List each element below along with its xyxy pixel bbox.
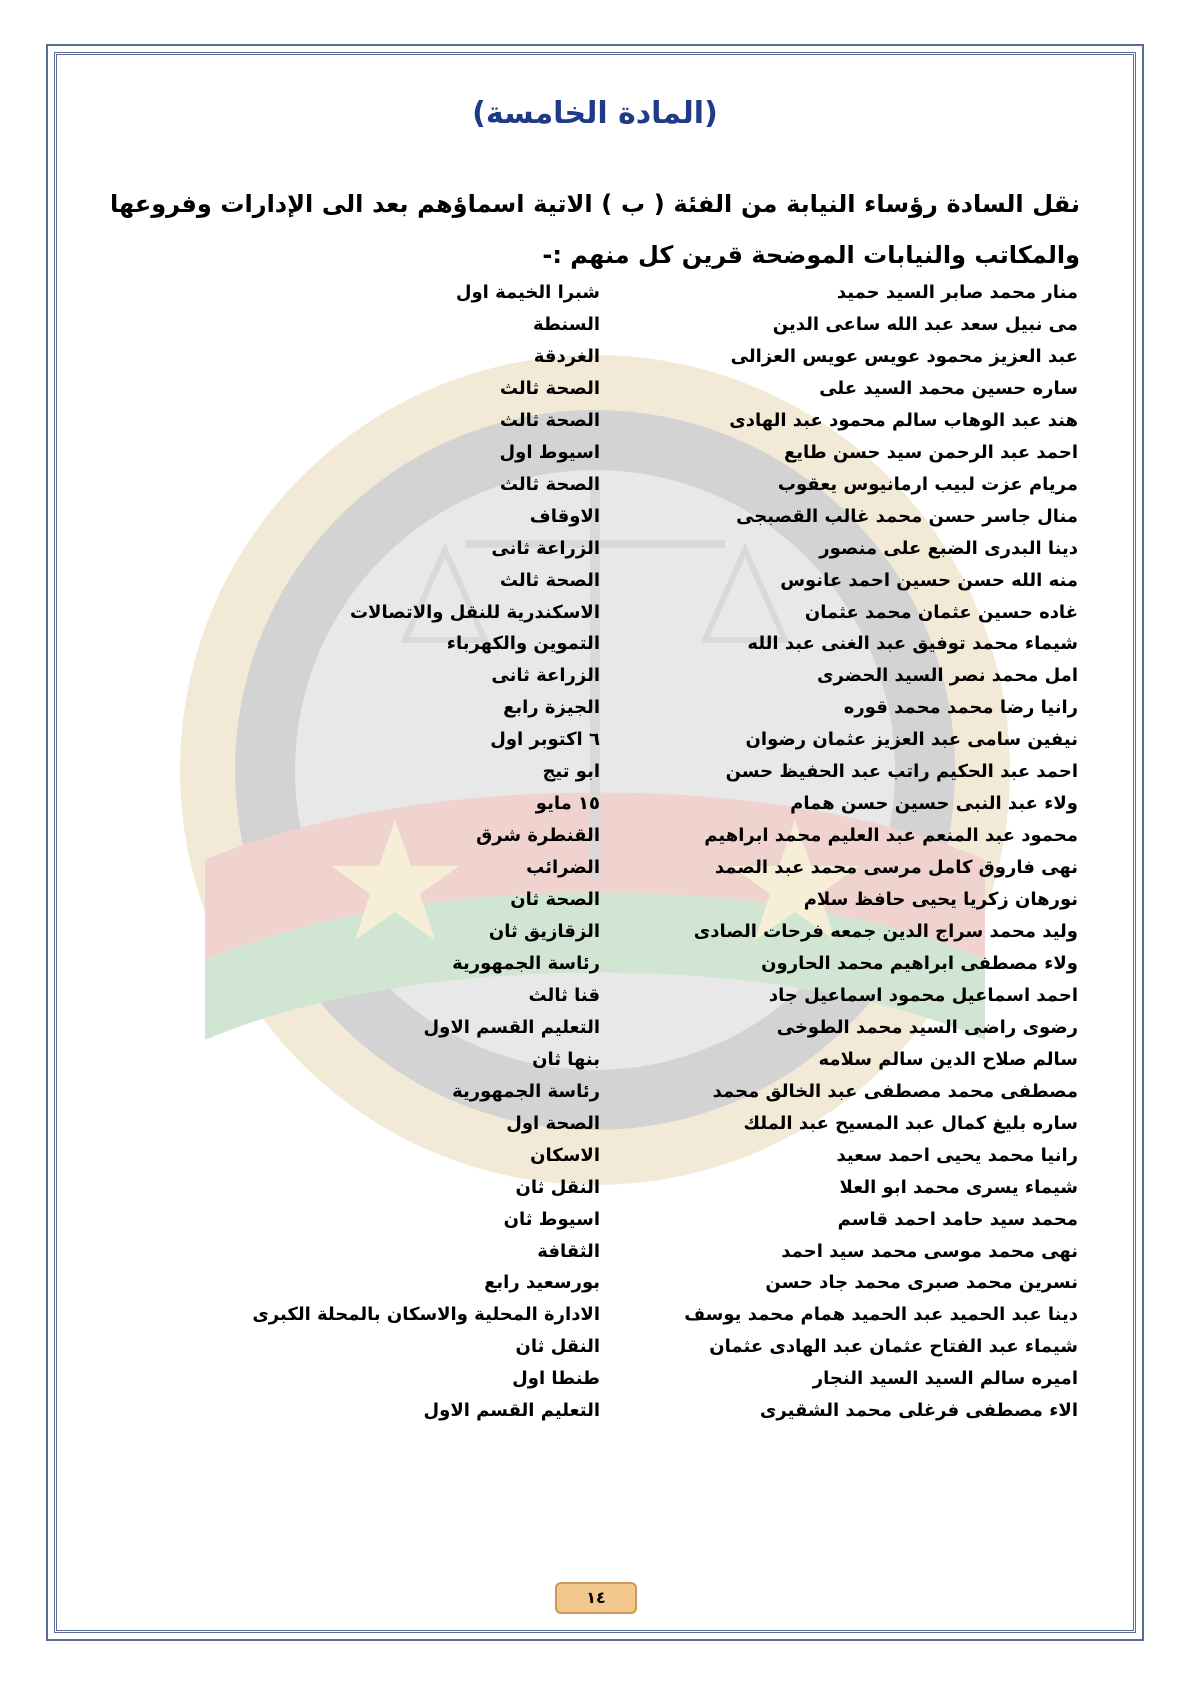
- prosecutor-name: عبد العزيز محمود عويس عويس العزالى: [730, 345, 1078, 367]
- list-item: [0, 825, 1190, 859]
- prosecutor-name: امل محمد نصر السيد الحضرى: [816, 665, 1078, 687]
- destination-office: الزراعة ثانى: [491, 537, 600, 559]
- prosecutor-name: منار محمد صابر السيد حميد: [836, 282, 1078, 303]
- prosecutor-name: منه الله حسن حسين احمد عانوس: [780, 569, 1078, 591]
- destination-office: الصحة ثالث: [499, 377, 600, 399]
- prosecutor-name: مريام عزت لبيب ارمانيوس يعقوب: [777, 473, 1078, 495]
- prosecutor-name: شيماء عبد الفتاح عثمان عبد الهادى عثمان: [709, 1336, 1078, 1358]
- prosecutor-name: احمد عبد الرحمن سيد حسن طايع: [783, 441, 1078, 463]
- list-item: [0, 697, 1190, 731]
- prosecutor-name: رضوى راضى السيد محمد الطوخى: [776, 1016, 1078, 1038]
- prosecutor-name: مصطفى محمد مصطفى عبد الخالق محمد: [712, 1080, 1078, 1102]
- prosecutor-name: رانيا محمد يحيى احمد سعيد: [836, 1144, 1078, 1166]
- destination-office: شبرا الخيمة اول: [455, 282, 600, 303]
- list-item: [0, 602, 1190, 636]
- prosecutor-name: رانيا رضا محمد محمد قوره: [843, 697, 1078, 719]
- list-item: [0, 633, 1190, 667]
- prosecutor-name: نهى محمد موسى محمد سيد احمد: [781, 1240, 1078, 1262]
- prosecutor-name: منال جاسر حسن محمد غالب القصبجى: [736, 505, 1078, 527]
- list-item: [0, 378, 1190, 412]
- list-item: [0, 729, 1190, 763]
- destination-office: الصحة ثالث: [499, 473, 600, 495]
- destination-office: الغردقة: [533, 345, 600, 367]
- list-item: [0, 921, 1190, 955]
- list-item: [0, 1304, 1190, 1338]
- destination-office: الزقازيق ثان: [488, 921, 600, 942]
- destination-office: الاوقاف: [529, 505, 600, 527]
- destination-office: اسيوط ثان: [503, 1208, 600, 1230]
- prosecutor-name: دينا البدرى الضبع على منصور: [819, 537, 1078, 559]
- list-item: [0, 889, 1190, 923]
- destination-office: اسيوط اول: [499, 441, 600, 463]
- list-item: [0, 1081, 1190, 1115]
- list-item: [0, 538, 1190, 572]
- destination-office: الاسكندرية للنقل والاتصالات: [349, 601, 600, 623]
- list-item: [0, 570, 1190, 604]
- prosecutor-name: شيماء محمد توفيق عبد الغنى عبد الله: [747, 633, 1078, 655]
- list-item: [0, 1017, 1190, 1051]
- list-item: [0, 474, 1190, 508]
- prosecutor-name: محمود عبد المنعم عبد العليم محمد ابراهيم: [704, 825, 1078, 847]
- destination-office: رئاسة الجمهورية: [452, 952, 600, 974]
- destination-office: قنا ثالث: [528, 984, 600, 1006]
- prosecutor-name: ساره بليغ كمال عبد المسيح عبد الملك: [743, 1112, 1078, 1134]
- article-title: (المادة الخامسة): [472, 96, 718, 131]
- list-item: [0, 857, 1190, 891]
- prosecutor-name: ولاء عبد النبى حسين حسن همام: [790, 793, 1078, 815]
- destination-office: الثقافة: [537, 1240, 600, 1262]
- prosecutor-name: اميره سالم السيد السيد النجار: [812, 1368, 1078, 1390]
- destination-office: التعليم القسم الاول: [423, 1016, 600, 1038]
- destination-office: الصحة اول: [506, 1112, 600, 1134]
- list-item: [0, 1368, 1190, 1402]
- prosecutor-name: ساره حسين محمد السيد على: [819, 377, 1078, 399]
- prosecutor-name: نيفين سامى عبد العزيز عثمان رضوان: [745, 729, 1078, 751]
- prosecutor-name: نسرين محمد صبرى محمد جاد حسن: [765, 1272, 1078, 1294]
- list-item: [0, 761, 1190, 795]
- destination-office: التعليم القسم الاول: [423, 1400, 600, 1422]
- destination-office: الصحة ثان: [510, 889, 600, 911]
- list-item: [0, 506, 1190, 540]
- destination-office: الضرائب: [526, 857, 600, 879]
- destination-office: بنها ثان: [532, 1048, 600, 1070]
- destination-office: الصحة ثالث: [499, 409, 600, 431]
- prosecutor-name: نهى فاروق كامل مرسى محمد عبد الصمد: [714, 857, 1078, 879]
- prosecutor-name: مى نبيل سعد عبد الله ساعى الدين: [772, 313, 1078, 335]
- list-item: [0, 1209, 1190, 1243]
- list-item: [0, 442, 1190, 476]
- list-item: [0, 1113, 1190, 1147]
- list-item: [0, 282, 1190, 316]
- destination-office: القنطرة شرق: [476, 825, 600, 847]
- destination-office: النقل ثان: [515, 1176, 600, 1198]
- list-item: [0, 985, 1190, 1019]
- destination-office: بورسعيد رابع: [484, 1272, 600, 1294]
- list-item: [0, 793, 1190, 827]
- destination-office: ٦ اكتوبر اول: [490, 729, 600, 751]
- prosecutor-name: سالم صلاح الدين سالم سلامه: [818, 1048, 1078, 1070]
- destination-office: التموين والكهرباء: [446, 633, 600, 655]
- destination-office: الاسكان: [530, 1144, 600, 1166]
- prosecutor-name: احمد عبد الحكيم راتب عبد الحفيظ حسن: [725, 761, 1078, 783]
- destination-office: طنطا اول: [512, 1368, 600, 1390]
- list-item: [0, 1272, 1190, 1306]
- destination-office: ابو تيج: [542, 761, 600, 783]
- list-item: [0, 1177, 1190, 1211]
- destination-office: الصحة ثالث: [499, 569, 600, 591]
- prosecutor-name: محمد سيد حامد احمد قاسم: [837, 1208, 1078, 1230]
- prosecutor-name: غاده حسين عثمان محمد عثمان: [804, 601, 1078, 623]
- destination-office: الجيزة رابع: [503, 697, 600, 719]
- intro-line-2: والمكاتب والنيابات الموضحة قرين كل منهم :-: [542, 241, 1080, 269]
- prosecutor-name: هند عبد الوهاب سالم محمود عبد الهادى: [729, 409, 1078, 431]
- destination-office: الزراعة ثانى: [491, 665, 600, 687]
- prosecutor-name: نورهان زكريا يحيى حافظ سلام: [803, 889, 1078, 911]
- destination-office: ١٥ مايو: [535, 793, 600, 815]
- prosecutor-name: شيماء يسرى محمد ابو العلا: [839, 1176, 1078, 1198]
- list-item: [0, 314, 1190, 348]
- list-item: [0, 1336, 1190, 1370]
- list-item: [0, 665, 1190, 699]
- list-item: [0, 346, 1190, 380]
- list-item: [0, 953, 1190, 987]
- destination-office: النقل ثان: [515, 1336, 600, 1358]
- list-item: [0, 410, 1190, 444]
- list-item: [0, 1049, 1190, 1083]
- destination-office: الادارة المحلية والاسكان بالمحلة الكبرى: [252, 1304, 600, 1326]
- prosecutor-name: احمد اسماعيل محمود اسماعيل جاد: [768, 984, 1078, 1006]
- prosecutor-name: وليد محمد سراج الدين جمعه فرحات الصادى: [693, 921, 1078, 942]
- prosecutor-name: ولاء مصطفى ابراهيم محمد الحارون: [761, 952, 1078, 974]
- intro-line-1: نقل السادة رؤساء النيابة من الفئة ( ب ) الاتية اسماؤهم بعد الى الإدارات وفروعها: [110, 190, 1080, 218]
- prosecutor-name: دينا عبد الحميد عبد الحميد همام محمد يوسف: [684, 1304, 1078, 1326]
- prosecutor-name: الاء مصطفى فرغلى محمد الشقيرى: [759, 1400, 1078, 1422]
- destination-office: السنطة: [532, 313, 600, 335]
- list-item: [0, 1145, 1190, 1179]
- destination-office: رئاسة الجمهورية: [452, 1080, 600, 1102]
- list-item: [0, 1241, 1190, 1275]
- page-number-badge: ١٤: [555, 1582, 637, 1614]
- list-item: [0, 1400, 1190, 1434]
